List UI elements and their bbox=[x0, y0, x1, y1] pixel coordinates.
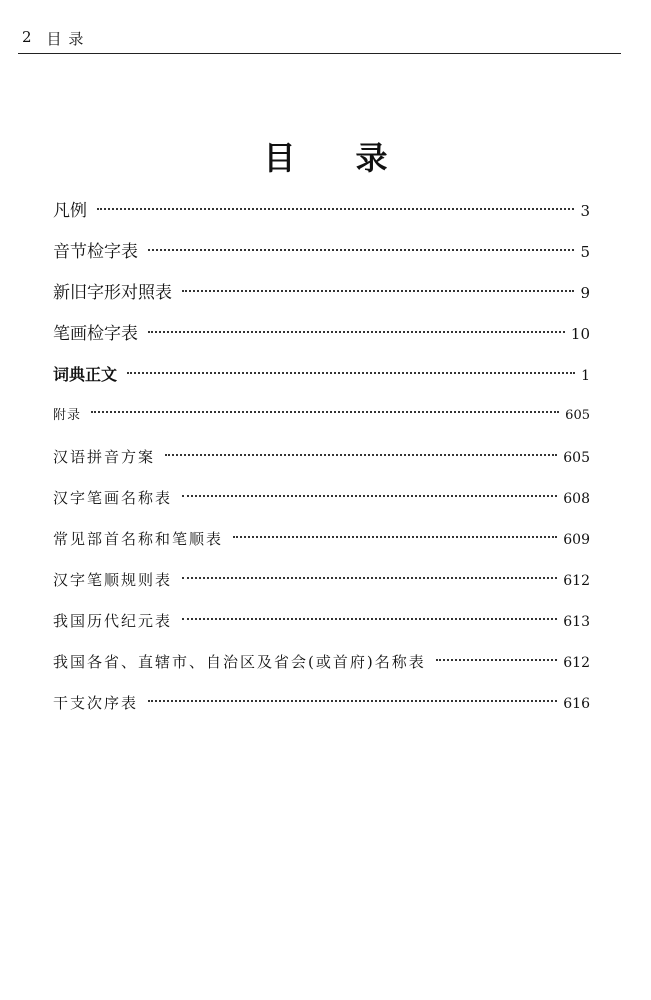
toc-entry-ganzhi-cixubiao[interactable] bbox=[53, 688, 590, 729]
toc-entry-page: 1 bbox=[581, 368, 590, 384]
toc-entry-page: 608 bbox=[563, 491, 590, 507]
toc-entry-label: 我国历代纪元表 bbox=[53, 612, 173, 630]
table-of-contents bbox=[53, 196, 590, 729]
toc-entry-label: 附录 bbox=[53, 408, 82, 423]
toc-entry-page: 10 bbox=[570, 325, 590, 343]
toc-entry-page: 3 bbox=[580, 202, 590, 220]
toc-entry-page: 609 bbox=[563, 532, 590, 548]
dot-leader bbox=[165, 454, 557, 456]
dot-leader bbox=[182, 290, 574, 292]
header-rule bbox=[18, 53, 621, 54]
toc-entry-label: 新旧字形对照表 bbox=[53, 283, 172, 303]
toc-entry-page: 616 bbox=[563, 696, 590, 712]
toc-entry-page: 9 bbox=[580, 284, 590, 302]
toc-entry-shenghui-mingchengbiao[interactable] bbox=[53, 647, 590, 688]
toc-entry-bushou-bishunbiao[interactable] bbox=[53, 524, 590, 565]
toc-entry-yinjie-jianzibiao[interactable] bbox=[53, 237, 590, 278]
toc-entry-label: 常见部首名称和笔顺表 bbox=[53, 530, 224, 548]
toc-entry-cidian-zhengwen[interactable] bbox=[53, 360, 590, 401]
toc-entry-label: 干支次序表 bbox=[53, 694, 139, 712]
toc-entry-label: 汉字笔画名称表 bbox=[53, 489, 173, 507]
toc-entry-jiyuanbiao[interactable] bbox=[53, 606, 590, 647]
toc-entry-page: 605 bbox=[565, 408, 590, 423]
dot-leader bbox=[148, 700, 557, 702]
toc-entry-label: 凡例 bbox=[53, 201, 87, 221]
header-title: 目 录 bbox=[46, 30, 85, 48]
toc-entry-bihua-mingchengbiao[interactable] bbox=[53, 483, 590, 524]
dot-leader bbox=[182, 495, 557, 497]
dot-leader bbox=[182, 577, 557, 579]
toc-entry-label: 词典正文 bbox=[53, 365, 118, 384]
toc-entry-bishun-guizebiao[interactable] bbox=[53, 565, 590, 606]
toc-entry-page: 605 bbox=[563, 450, 590, 466]
toc-entry-pinyin-fangan[interactable] bbox=[53, 442, 590, 483]
dot-leader bbox=[127, 372, 575, 374]
header-page-number: 2 bbox=[22, 28, 33, 46]
toc-entry-label: 笔画检字表 bbox=[53, 324, 138, 344]
dot-leader bbox=[182, 618, 557, 620]
dot-leader bbox=[97, 208, 574, 210]
toc-entry-bihua-jianzibiao[interactable] bbox=[53, 319, 590, 360]
toc-entry-label: 汉字笔顺规则表 bbox=[53, 571, 173, 589]
toc-entry-page: 612 bbox=[563, 655, 590, 671]
running-header bbox=[22, 28, 84, 49]
toc-entry-fanli[interactable] bbox=[53, 196, 590, 237]
toc-entry-page: 5 bbox=[580, 243, 590, 261]
toc-entry-label: 我国各省、直辖市、自治区及省会(或首府)名称表 bbox=[53, 653, 426, 671]
dot-leader bbox=[148, 249, 574, 251]
toc-entry-label: 汉语拼音方案 bbox=[53, 448, 156, 466]
page-title: 目录 bbox=[263, 139, 448, 178]
dot-leader bbox=[233, 536, 557, 538]
toc-entry-fulu[interactable] bbox=[53, 401, 590, 442]
toc-entry-label: 音节检字表 bbox=[53, 242, 138, 262]
dot-leader bbox=[436, 659, 558, 661]
dot-leader bbox=[148, 331, 565, 333]
toc-entry-zixing-duizhaobiao[interactable] bbox=[53, 278, 590, 319]
toc-entry-page: 613 bbox=[563, 614, 590, 630]
toc-entry-page: 612 bbox=[563, 573, 590, 589]
dot-leader bbox=[91, 411, 559, 413]
